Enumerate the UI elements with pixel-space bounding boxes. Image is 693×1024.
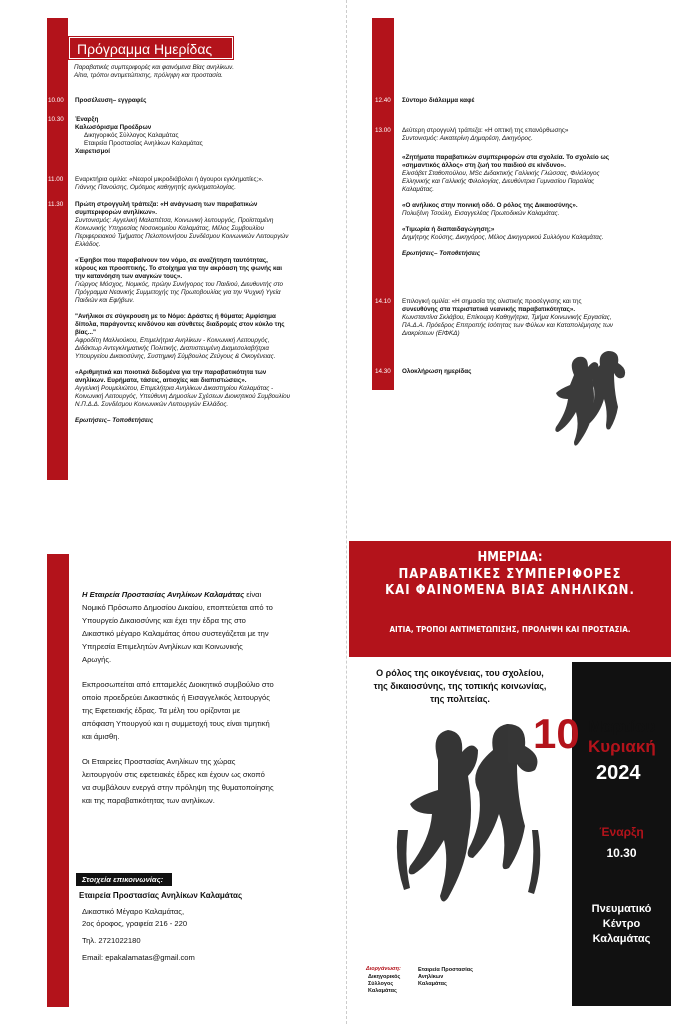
session-roundtable-1: Πρώτη στρογγυλή τράπεζα: «Η ανάγνωση των παραβατικών συμπεριφορών ανηλίκων». Συντονισμός: Αγγελική Μαλαπέτσα, Κοινωνική λειτουργός, Προϊσταμένη Κοινωνικής Υπηρεσίας Νοσοκομείου Καλαμάτας, Μέλος Συμβουλίου Περιφερειακού Τμήματος Πελοποννήσου Συνδέσμου Κοινωνικών Λειτουργών Ελλάδος. «Έφηβοι που παραβαίνουν τον νόμο, σε αναζήτηση ταυτότητας, κύρους και προοπτικής. Το στοίχημα για την ακρόαση της φωνής και την κατανόηση των αναγκών τους». Γιώργος Μόσχος, Νομικός, πρώην Συνήγορος του Παιδιού, Διευθυντής στο Πρόγραμμα Νεανικής Συμμετοχής της Πρωτοβουλίας για την Ψυχική Υγεία Παιδιών και Εφήβων. "Ανήλικοι σε σύγκρουση με το Νόμο: Δράστες ή θύματα; Αμφίσημα δίπολα, παράγοντες κινδύνου και σύνθετες διαδρομές στον κύκλο της βίας..." Αφροδίτη Μαλλιούκου, Επιμελήτρια Ανηλίκων - Κοινωνική Λειτουργός, Διδάκτωρ Αντεγκληματικής Πολιτικής, Διαπιστευμένη Διαμεσολαβήτρια Υπουργείου Δικαιοσύνης, Συστημική Σύμβουλος Ζεύγους & Οικογένειας. «Αριθμητικά και ποιοτικά δεδομένα για την παραβατικότητα των ανηλίκων. Ευρήματα, τάσεις, αιτιοχίες και διαπιστώσεις». Αγγελική Ρουμελιώτου, Επιμελήτρια Ανηλίκων Δικαστηρίου Καλαμάτας - Κοινωνική Λειτουργός, Υπεύθυνη Δημοσίων Σχέσεων Διοικητικού Συμβουλίου Ν.Π.Δ.Δ. Συνδέσμου Κοινωνικών Λειτουργών Ελλάδος. Ερωτήσεις– Τοποθετήσεις: [75, 201, 291, 424]
session-keynote: Εναρκτήρια ομιλία: «Νεαροί μικροδιάβολοι ή άγουροι εγκληματίες;». Γιάννης Πανούσης, Ομότιμος καθηγητής εγκληματολογίας.: [75, 176, 264, 191]
program-intro-2: Αίτια, τρόποι αντιμετώπισης, πρόληψη και προστασία.: [74, 72, 223, 79]
cover-heading: ΗΜΕΡΙΔΑ:: [477, 550, 543, 565]
fold-line: [346, 0, 347, 1024]
cover-title-2: ΚΑΙ ΦΑΙΝΟΜΕΝΑ ΒΙΑΣ ΑΝΗΛΙΚΩΝ.: [385, 583, 635, 598]
time-1430: 14.30: [375, 368, 391, 375]
contact-org: Εταιρεία Προστασίας Ανηλίκων Καλαμάτας: [79, 891, 243, 900]
cover-weekday: Κυριακή: [588, 737, 656, 756]
cover-venue: Πνευματικό Κέντρο Καλαμάτας: [591, 903, 652, 945]
session-arrival: Προσέλευση– εγγραφές: [75, 97, 147, 104]
session-coffee: Σύντομο διάλειμμα καφέ: [402, 97, 475, 104]
session-closing-speech: Επιλογική ομιλία: «Η σημασία της ολιστικής προσέγγισης και της συνευθύνης στα περιστατικά νεανικής παραβατικότητας». Κωνσταντίνα Σκλάβου, Επίκουρη Καθηγήτρια, Τμήμα Κοινωνικής Εργασίας, ΠΑ.Δ.Α. Πρόεδρος Επιτροπής Ισότητας των Φύλων και Καταπολέμησης των Διακρίσεων (ΕΙΦΚΔ): [402, 298, 614, 337]
session-opening: Έναρξη Καλωσόρισμα Προέδρων Δικηγορικός Σύλλογος Καλαμάτας Εταιρεία Προστασίας Ανηλίκων Καλαμάτας Χαιρετισμοί: [75, 116, 203, 155]
cover-subtitle: ΑΙΤΙΑ, ΤΡΟΠΟΙ ΑΝΤΙΜΕΤΩΠΙΣΗΣ, ΠΡΟΛΗΨΗ ΚΑΙ ΠΡΟΣΤΑΣΙΑ.: [389, 625, 631, 634]
organizers-label: Διοργάνωση:: [366, 966, 401, 972]
time-1000: 10.00: [48, 97, 64, 104]
organizer-bar-association: Δικηγορικός Σύλλογος Καλαμάτας: [368, 974, 401, 994]
time-1300: 13.00: [375, 127, 391, 134]
contact-phone: Τηλ. 2721022180: [82, 936, 141, 945]
time-1410: 14.10: [375, 298, 391, 305]
cover-year: 2024: [596, 762, 641, 784]
organizer-minors-society: Εταιρεία Προστασίας Ανηλίκων Καλαμάτας: [418, 967, 474, 987]
contact-details: [82, 906, 195, 964]
program-intro-1: Παραβατικές συμπεριφορές και φαινόμενα Βίας ανηλίκων.: [74, 64, 235, 71]
about-lead: Η Εταιρεία Προστασίας Ανηλίκων Καλαμάτας: [82, 590, 245, 599]
session-end: Ολοκλήρωση ημερίδας: [402, 368, 472, 375]
cover-title-1: ΠΑΡΑΒΑΤΙΚΕΣ ΣΥΜΠΕΡΙΦΟΡΕΣ: [398, 567, 622, 582]
time-1030: 10.30: [48, 116, 64, 123]
about-text: Η Εταιρεία Προστασίας Ανηλίκων Καλαμάτας είναι Νομικό Πρόσωπο Δημοσίου Δικαίου, εποπτεύεται από το Υπουργείο Δικαιοσύνης και έχει την έδρα της στο Δικαστικό μέγαρο Καλαμάτας όπου συστεγάζεται με την Υπηρεσία Επιμελητών Ανηλίκων και Κοινωνικής Αρωγής. Εκπροσωπείται από επταμελές Διοικητικό συμβούλιο στο οποίο προεδρεύει Δικαστικός ή Εισαγγελικός λειτουργός της Εφετειακής έδρας. Τα μέλη του ορίζονται με απόφαση Υπουργού και η συμμετοχή τους είναι τιμητική και άμισθη. Οι Εταιρείες Προστασίας Ανηλίκων της χώρας λειτουργούν στις εφετειακές έδρες και έχουν ως σκοπό να συμβάλουν ενεργά στην πρόληψη της θυματοποίησης και της παραβατικότητας των ανηλίκων.: [82, 590, 274, 805]
cover-roles: Ο ρόλος της οικογένειας, του σχολείου, της δικαιοσύνης, της τοπικής κοινωνίας, της πολιτείας.: [373, 668, 547, 704]
contact-email[interactable]: Email: epakalamatas@gmail.com: [82, 953, 195, 962]
time-1100: 11.00: [48, 176, 64, 183]
contact-label: Στοιχεία επικοινωνίας:: [76, 873, 172, 886]
time-1240: 12.40: [375, 97, 391, 104]
cover-start-label: Έναρξη: [599, 825, 644, 839]
handprint-small-image: [544, 335, 644, 447]
program-title: Πρόγραμμα Ημερίδας: [69, 37, 233, 59]
left-red-bar: [47, 18, 68, 480]
cover-month: Μαρτίου: [588, 717, 656, 736]
contact-address-1: Δικαστικό Μέγαρο Καλαμάτας,: [82, 907, 185, 916]
right-red-bar: [372, 18, 394, 390]
contact-address-2: 2ος όροφος, γραφεία 216 - 220: [82, 919, 188, 928]
time-1130: 11.30: [48, 201, 64, 208]
session-roundtable-2: Δεύτερη στρογγυλή τράπεζα: «Η οπτική της επανόρθωσης» Συντονισμός: Αικατερίνη Δημαρέση, Δικηγόρος. «Ζητήματα παραβατικών συμπεριφορών στα σχολεία. Το σχολείο ως «σημαντικός άλλος» στη ζωή του παιδιού σε κίνδυνο». Ελισάβετ Σταθοπούλου, MSc Διδακτικής Γαλλικής Γλώσσας, Φιλόλογος Ελληνικής και Γαλλικής Φιλολογίας, Διευθύντρια Γυμνασίου Παραλίας Καλαμάτας. «Ο ανήλικος στην ποινική οδό. Ο ρόλος της Δικαιοσύνης». Πολυξένη Τσούλη, Εισαγγελέας Πρωτοδικών Καλαμάτας. «Τιμωρία ή διαπαιδαγώγηση;» Δημήτρης Κούσης, Δικηγόρος, Μέλος Δικηγορικού Συλλόγου Καλαμάτας. Ερωτήσεις– Τοποθετήσεις: [402, 127, 610, 257]
cover-start-time: 10.30: [606, 846, 637, 860]
cover-day: 10: [533, 710, 580, 757]
about-red-bar: [47, 554, 69, 1007]
